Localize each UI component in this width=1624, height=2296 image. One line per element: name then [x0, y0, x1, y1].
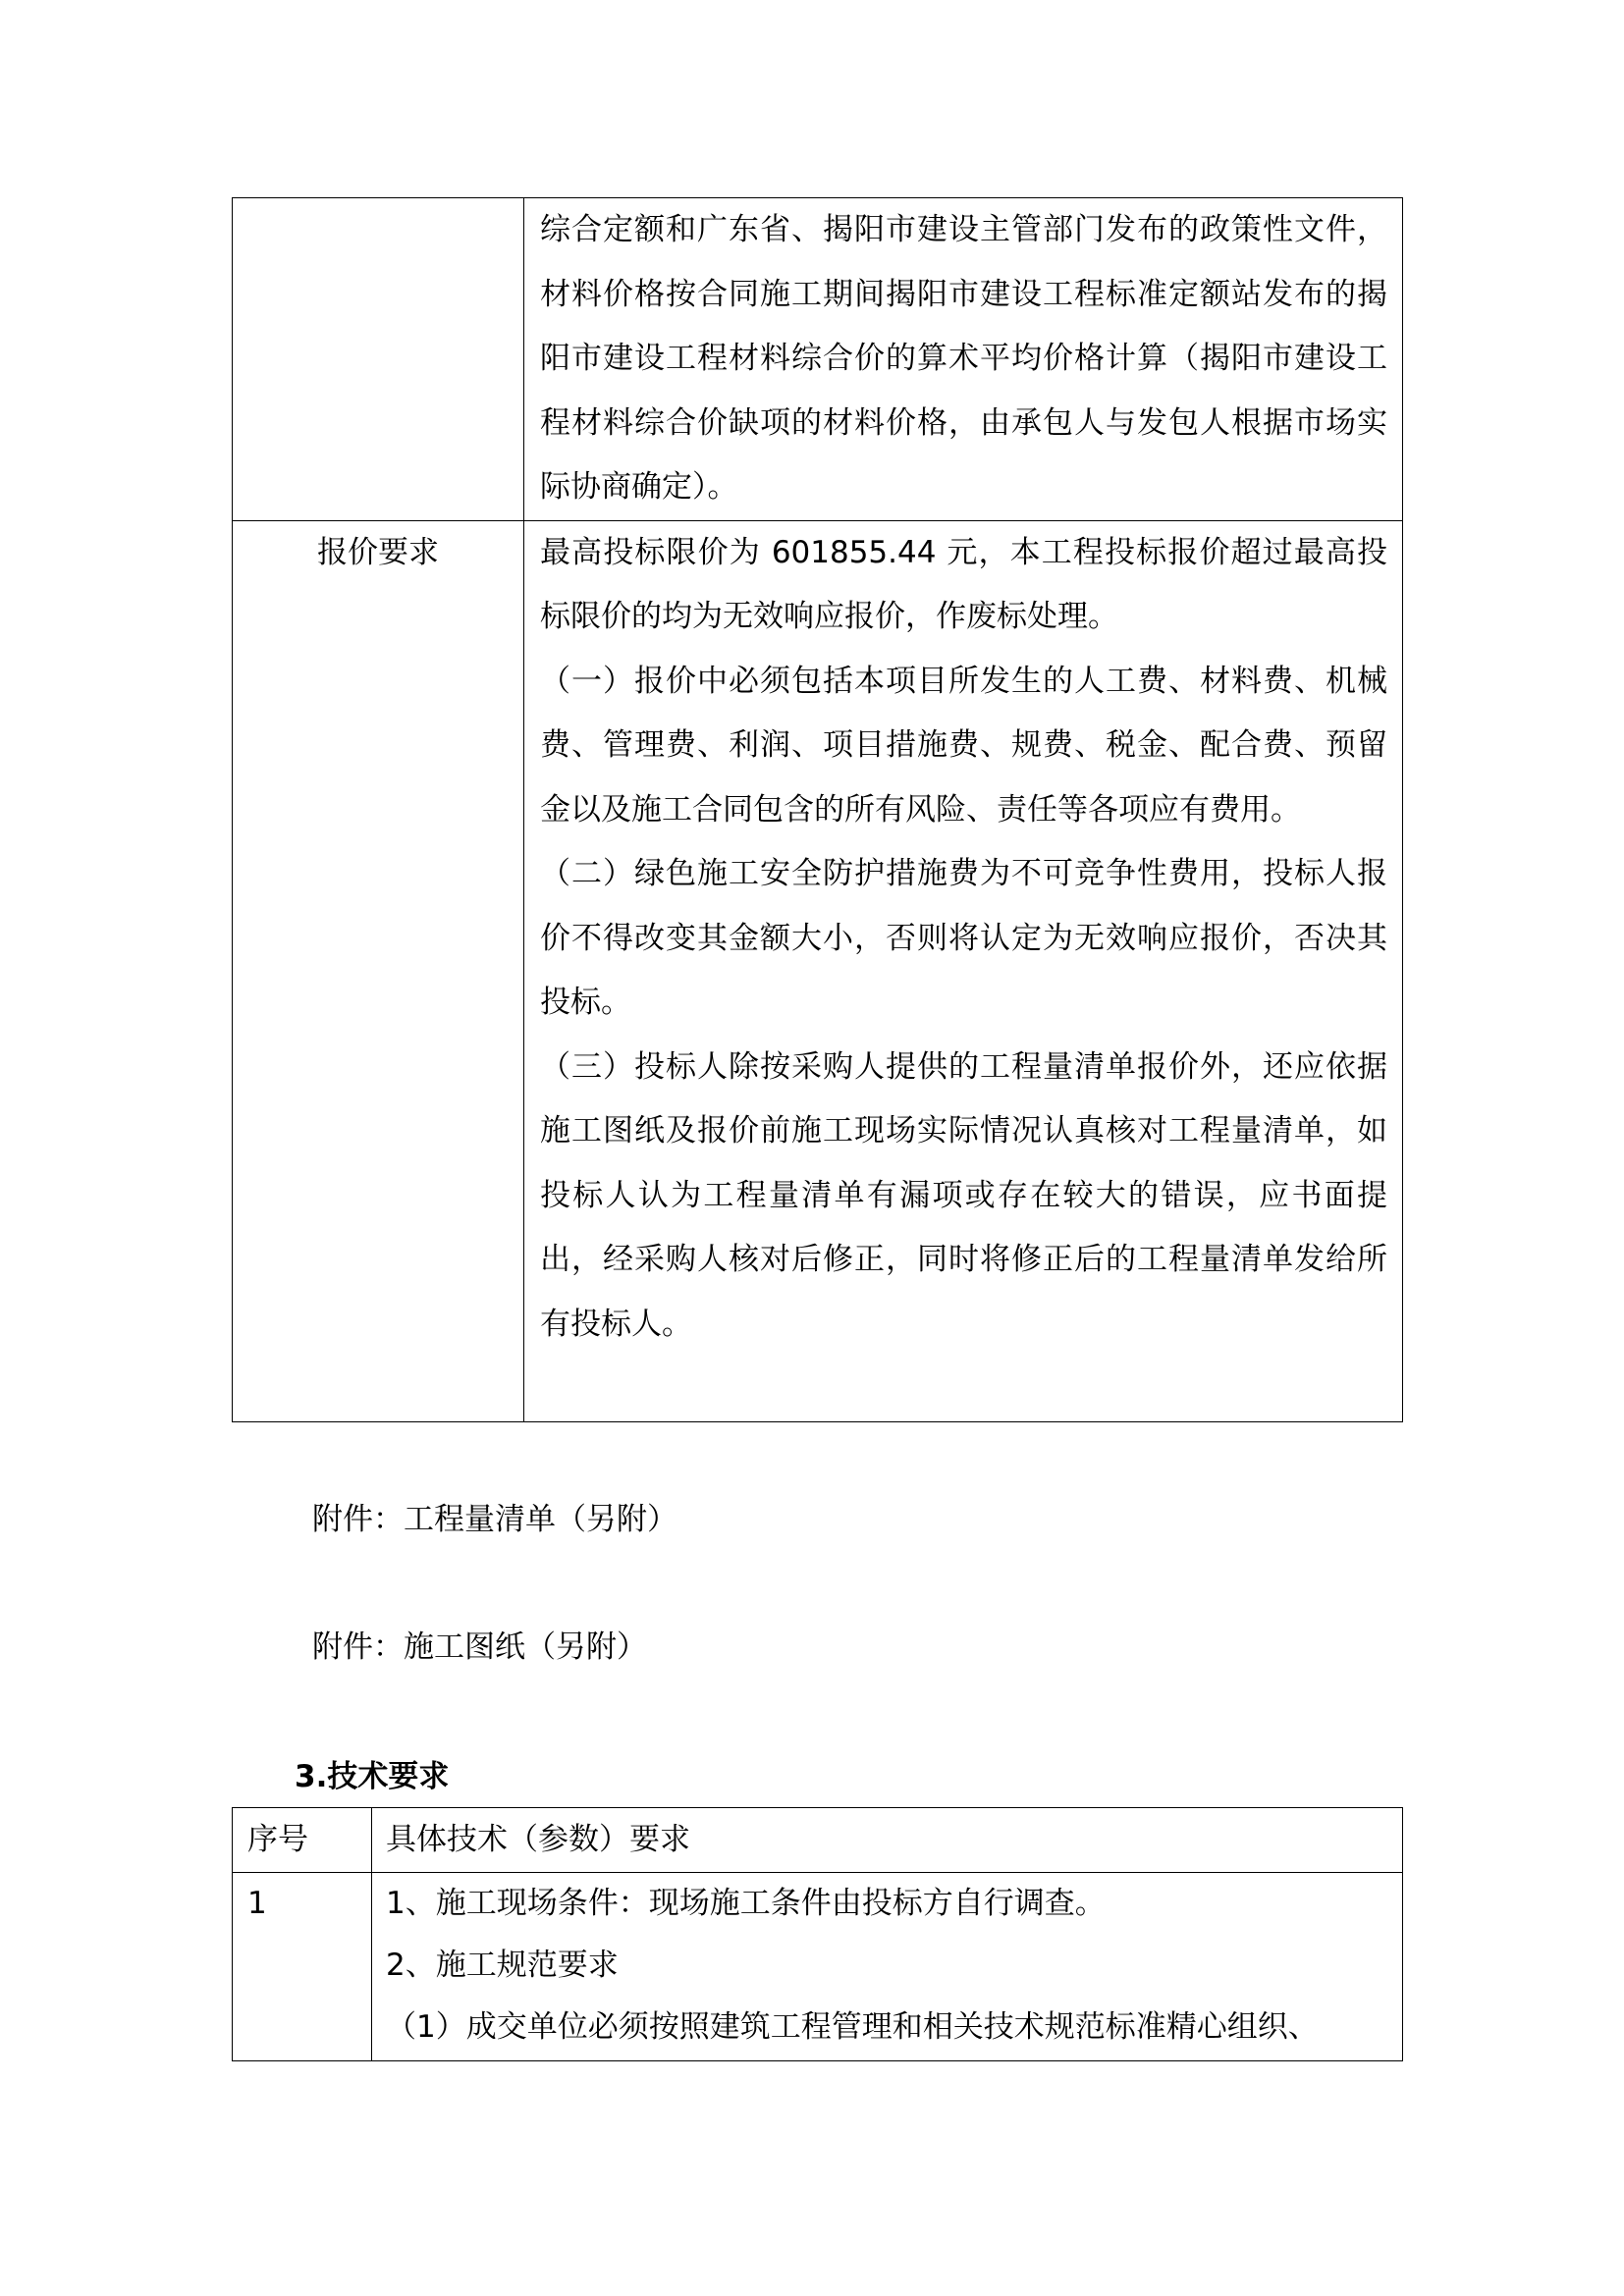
row-content-cell: [524, 520, 1403, 1421]
row-content-cell: [524, 198, 1403, 521]
header-serial-number: 序号: [233, 1808, 372, 1873]
header-requirements: 具体技术（参数）要求: [372, 1808, 1403, 1873]
pricing-requirements-table: [232, 197, 1403, 1422]
row-requirements: [372, 1873, 1403, 2061]
technical-requirements-table: [232, 1807, 1403, 2061]
attachment-bill-of-quantities: 附件：工程量清单（另附）: [312, 1502, 677, 1537]
table-row: [233, 520, 1403, 1421]
pricing-item-1-paragraph: （一）报价中必须包括本项目所发生的人工费、材料费、机械费、管理费、利润、项目措施费、规费、税金、配合费、预留金以及施工合同包含的所有风险、责任等各项应有费用。: [540, 663, 1387, 828]
pricing-item-2-paragraph: （二）绿色施工安全防护措施费为不可竞争性费用，投标人报价不得改变其金额大小，否则将认定为无效响应报价，否决其投标。: [540, 856, 1387, 1020]
section-title: 3.技术要求: [295, 1759, 450, 1794]
bid-ceiling-paragraph: 最高投标限价为 601855.44 元，本工程投标报价超过最高投标限价的均为无效响应报价，作废标处理。: [540, 534, 1387, 634]
requirement-line: （1）成交单位必须按照建筑工程管理和相关技术规范标准精心组织、: [386, 2009, 1319, 2045]
attachment-construction-drawings: 附件：施工图纸（另附）: [312, 1629, 647, 1665]
table-row: [233, 1873, 1403, 2061]
continuation-paragraph: 综合定额和广东省、揭阳市建设主管部门发布的政策性文件，材料价格按合同施工期间揭阳市建设工程标准定额站发布的揭阳市建设工程材料综合价的算术平均价格计算（揭阳市建设工程材料综合价缺项的材料价格，由承包人与发包人根据市场实际协商确定）。: [540, 212, 1387, 505]
row-label-cell: 报价要求: [233, 520, 524, 1421]
table-row: [233, 198, 1403, 521]
requirement-line: 1、施工现场条件：现场施工条件由投标方自行调查。: [386, 1886, 1106, 1921]
requirement-line: 2、施工规范要求: [386, 1948, 619, 1983]
table-header-row: [233, 1808, 1403, 1873]
row-serial-number: 1: [233, 1873, 372, 2061]
row-label-cell: [233, 198, 524, 521]
pricing-item-3-paragraph: （三）投标人除按采购人提供的工程量清单报价外，还应依据施工图纸及报价前施工现场实际情况认真核对工程量清单，如投标人认为工程量清单有漏项或存在较大的错误，应书面提出，经采购人核对后修正，同时将修正后的工程量清单发给所有投标人。: [540, 1048, 1387, 1342]
